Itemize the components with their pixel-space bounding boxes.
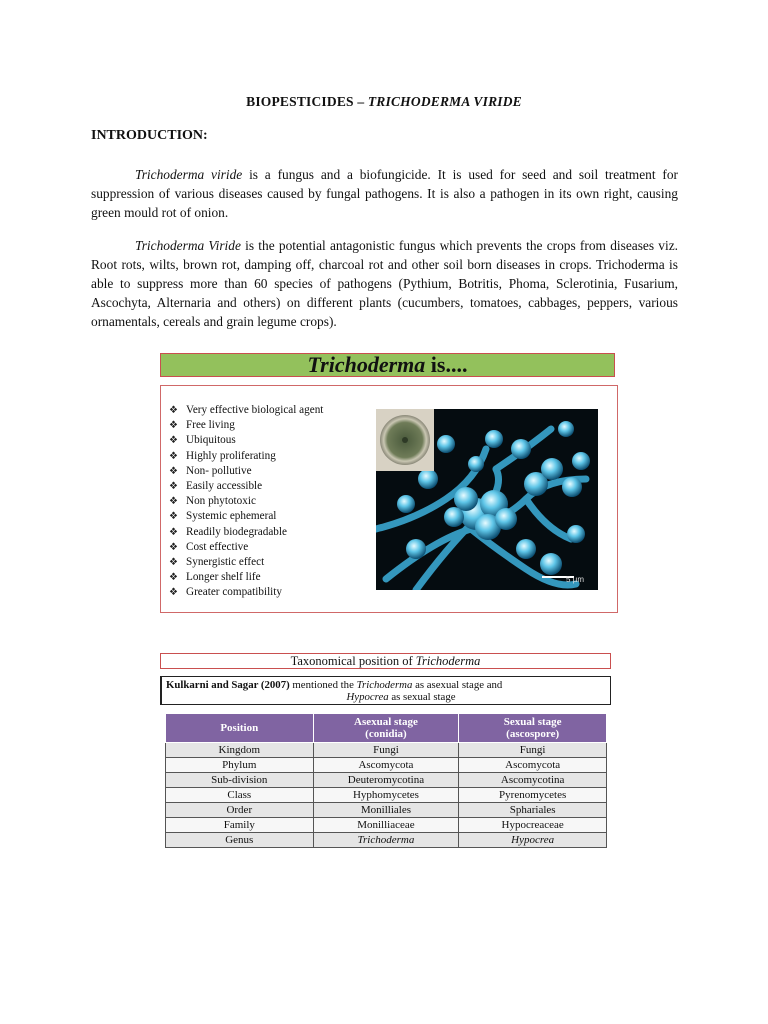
table-cell: Deuteromycotina (313, 773, 459, 788)
table-cell: Sphariales (459, 803, 607, 818)
title-italic: TRICHODERMA VIRIDE (367, 94, 522, 109)
feature-list-item (169, 525, 323, 540)
species-name: Trichoderma Viride (135, 238, 241, 253)
feature-list-item (169, 540, 323, 555)
table-cell: Family (166, 818, 314, 833)
table-cell: Phylum (166, 758, 314, 773)
table-header-cell: Sexual stage (ascospore) (459, 714, 607, 743)
note-italic: Hypocrea (346, 691, 389, 703)
feature-list-item (169, 433, 323, 448)
bullet-diamond-icon: ❖ (169, 481, 178, 493)
bullet-diamond-icon: ❖ (169, 541, 178, 553)
trichoderma-features-panel (160, 385, 618, 613)
paragraph-text: is a fungus and a biofungicide. It is used for seed and soil treatment for suppression of various diseases caused by fungal pathogens. It is also a pathogen in its own right, causing green mould rot of onion. (91, 167, 679, 220)
bullet-diamond-icon: ❖ (169, 557, 178, 569)
table-row (166, 758, 607, 773)
feature-list-item (169, 449, 323, 464)
header-italic: Trichoderma (307, 352, 426, 377)
table-header-cell: Asexual stage (conidia) (313, 714, 459, 743)
bullet-diamond-icon: ❖ (169, 435, 178, 447)
note-italic: Trichoderma (356, 679, 413, 691)
table-cell: Monilliaceae (313, 818, 459, 833)
table-cell: Pyrenomycetes (459, 788, 607, 803)
feature-text: Cost effective (186, 540, 249, 553)
bullet-diamond-icon: ❖ (169, 511, 178, 523)
feature-text: Readily biodegradable (186, 525, 287, 538)
paragraph-text: is the potential antagonistic fungus which prevents the crops from diseases viz. Root rots, wilts, brown rot, damping off, charcoal rot and other soil born diseases in crops. Trichoderma is able to suppress more than 60 species of pathogens (Pythium, Botritis, Phoma, Sclerotinia, Fusarium, Ascochyta, Alternaria and others) on different plants (cucumbers, tomatoes, cabbages, peppers, various ornamentals, cereals and grain legume crops). (91, 238, 679, 329)
table-cell: Genus (166, 833, 314, 848)
bullet-diamond-icon: ❖ (169, 526, 178, 538)
taxonomy-title (160, 653, 611, 669)
feature-list (169, 403, 323, 601)
taxonomy-note (160, 676, 611, 705)
scale-bar-label: 5 µm (566, 575, 584, 584)
bullet-diamond-icon: ❖ (169, 405, 178, 416)
title-text: BIOPESTICIDES – (246, 94, 368, 109)
table-row (166, 803, 607, 818)
bullet-diamond-icon: ❖ (169, 587, 178, 599)
table-cell: Fungi (459, 743, 607, 758)
table-row (166, 788, 607, 803)
table-row (166, 833, 607, 848)
taxonomy-title-italic: Trichoderma (415, 654, 481, 668)
feature-text: Ubiquitous (186, 434, 236, 447)
table-cell: Monilliales (313, 803, 459, 818)
document-title (0, 94, 768, 110)
table-cell: Ascomycota (313, 758, 459, 773)
feature-text: Systemic ephemeral (186, 510, 277, 523)
feature-text: Non phytotoxic (186, 495, 256, 508)
table-cell: Hypocreaceae (459, 818, 607, 833)
feature-list-item (169, 585, 323, 600)
table-cell: Hypocrea (459, 833, 607, 848)
feature-text: Longer shelf life (186, 571, 261, 584)
feature-list-item (169, 570, 323, 585)
table-cell: Hyphomycetes (313, 788, 459, 803)
intro-paragraph-1 (91, 165, 678, 222)
table-cell: Fungi (313, 743, 459, 758)
feature-list-item (169, 464, 323, 479)
table-header-cell: Position (166, 714, 314, 743)
feature-list-item (169, 555, 323, 570)
micrograph-illustration (376, 409, 598, 590)
feature-list-item (169, 494, 323, 509)
table-cell: Ascomycota (459, 758, 607, 773)
table-row (166, 743, 607, 758)
feature-text: Synergistic effect (186, 556, 265, 569)
feature-text: Easily accessible (186, 480, 263, 493)
table-row (166, 773, 607, 788)
feature-list-item (169, 403, 323, 418)
feature-text: Highly proliferating (186, 449, 276, 462)
feature-text: Free living (186, 419, 235, 432)
table-header-row (166, 714, 607, 743)
table-row (166, 818, 607, 833)
table-body (166, 743, 607, 848)
feature-text: Very effective biological agent (186, 404, 324, 416)
feature-text: Non- pollutive (186, 464, 252, 477)
bullet-diamond-icon: ❖ (169, 450, 178, 462)
note-text: mentioned the (289, 679, 357, 691)
note-text: as asexual stage and (412, 679, 503, 691)
table-cell: Trichoderma (313, 833, 459, 848)
trichoderma-is-header (160, 353, 615, 377)
intro-heading: INTRODUCTION: (91, 128, 208, 143)
citation: Kulkarni and Sagar (2007) (166, 679, 290, 691)
feature-list-item (169, 509, 323, 524)
micrograph-image (376, 409, 598, 590)
intro-paragraph-2 (91, 236, 678, 331)
table-cell: Sub-division (166, 773, 314, 788)
species-name: Trichoderma viride (135, 167, 243, 182)
table-cell: Class (166, 788, 314, 803)
bullet-diamond-icon: ❖ (169, 465, 178, 477)
table-cell: Order (166, 803, 314, 818)
header-text: is.... (425, 352, 468, 377)
table-cell: Kingdom (166, 743, 314, 758)
feature-list-item (169, 418, 323, 433)
note-text: as sexual stage (388, 691, 456, 703)
bullet-diamond-icon: ❖ (169, 420, 178, 432)
taxonomy-table (165, 713, 607, 848)
feature-list-item (169, 479, 323, 494)
feature-text: Greater compatibility (186, 586, 282, 599)
taxonomy-title-text: Taxonomical position of (290, 654, 416, 668)
bullet-diamond-icon: ❖ (169, 496, 178, 508)
bullet-diamond-icon: ❖ (169, 572, 178, 584)
table-cell: Ascomycotina (459, 773, 607, 788)
